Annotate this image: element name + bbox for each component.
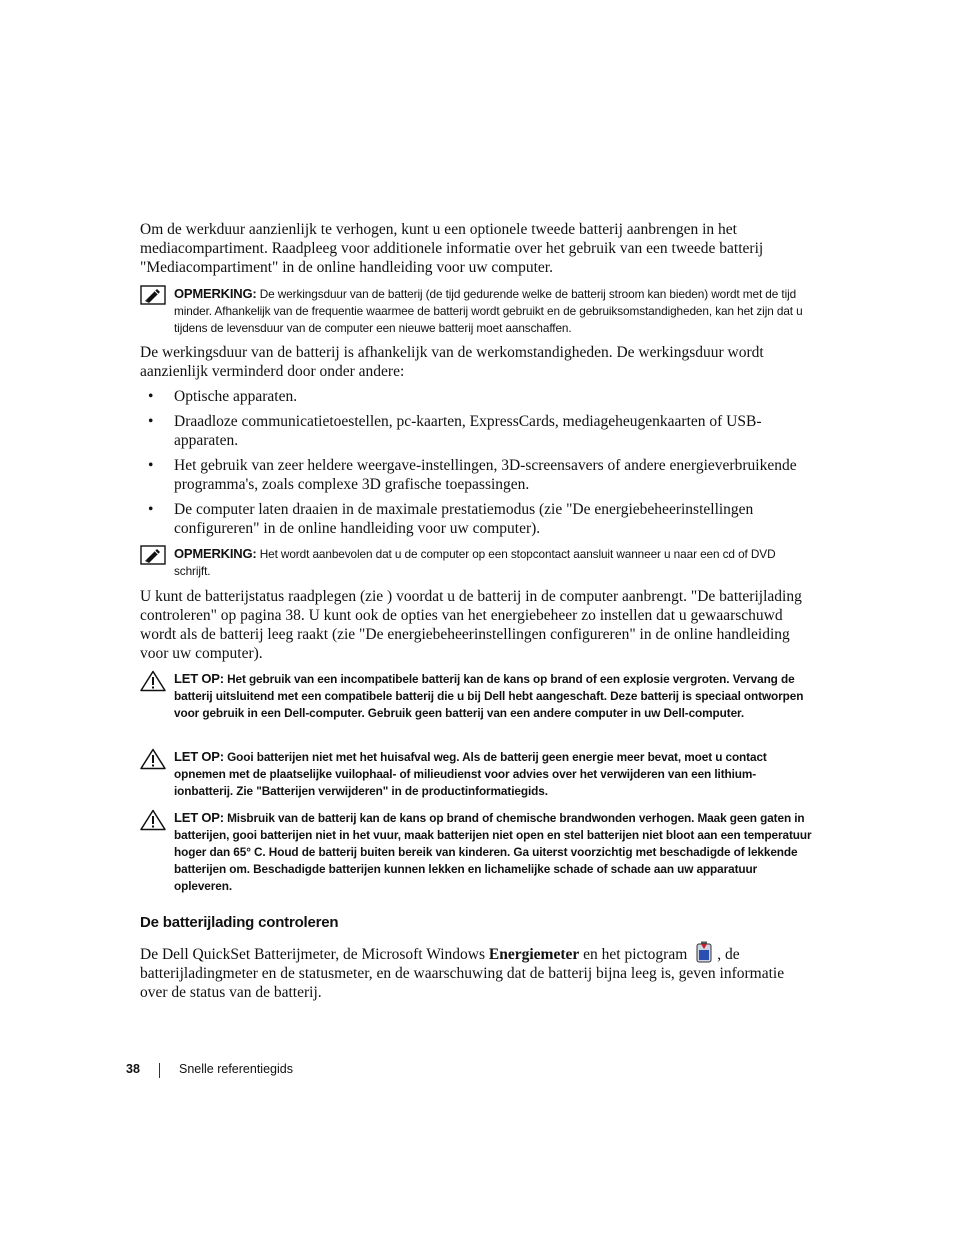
battery-status-paragraph: U kunt de batterijstatus raadplegen (zie ) voordat u de batterij in de computer aanbrengt. "De batterijlading controleren" op pagina 38. U kunt ook de opties van het energiebeheer zo instellen dat u gewaarschuwd wordt als de batterij leeg raakt (zie "De energiebeheerinstellingen configureren" in de online handleiding voor uw computer).: [140, 588, 802, 662]
note-text: Het wordt aanbevolen dat u de computer op een stopcontact aansluit wanneer u naar een cd of DVD schrijft.: [174, 547, 776, 578]
note-cd-dvd: [140, 545, 815, 580]
list-item: • Optische apparaten.: [148, 388, 298, 405]
caution-text: Misbruik van de batterij kan de kans op brand of chemische brandwonden verhogen. Maak geen gaten in batterijen, gooi batterijen niet in het vuur, maak batterijen niet open en stel batterijen niet bloot aan een temperatuur hoger dan 65° C. Houd de batterij buiten bereik van kinderen. Ga uiterst voorzichtig met beschadigde of lekkende batterijen om. Beschadigde batterijen kunnen lekken en lichamelijke schade of schade aan uw apparatuur opleveren.: [174, 811, 812, 893]
note-text: De werkingsduur van de batterij (de tijd gedurende welke de batterij stroom kan bieden) wordt met de tijd minder. Afhankelijk van de frequentie waarmee de batterij wordt gebruikt en de gebruiksomstandigheden, kan het zijn dat u tijdens de levensduur van de computer een nieuwe batterij moet aanschaffen.: [174, 287, 803, 335]
footer-title: Snelle referentiegids: [179, 1062, 293, 1076]
working-conditions-paragraph: De werkingsduur van de batterij is afhankelijk van de werkomstandigheden. De werkingsduur wordt aanzienlijk verminderd door onder andere:: [140, 344, 764, 380]
caution-misuse: [140, 809, 815, 895]
pencil-note-icon: [140, 285, 166, 305]
bullet: •: [148, 501, 154, 518]
warning-triangle-icon: [140, 809, 166, 831]
intro-paragraph: Om de werkduur aanzienlijk te verhogen, kunt u een optionele tweede batterij aanbrengen in het mediacompartiment. Raadpleeg voor additionele informatie over het gebruik van een tweede batterij "Mediacompartiment" in de online handleiding voor uw computer.: [140, 221, 764, 276]
bullet: •: [148, 457, 154, 474]
warning-triangle-icon: [140, 748, 166, 770]
caution-label: LET OP:: [174, 749, 224, 764]
page-footer: [126, 1062, 293, 1076]
list-item: • Het gebruik van zeer heldere weergave-instellingen, 3D-screensavers of andere energieverbruikende programma's, zoals complexe 3D grafische toepassingen.: [148, 457, 797, 493]
list-item: • Draadloze communicatietoestellen, pc-kaarten, ExpressCards, mediageheugenkaarten of USB-apparaten.: [148, 413, 762, 449]
note-battery-lifetime: [140, 285, 815, 337]
caution-disposal: [140, 748, 815, 800]
list-item: • De computer laten draaien in de maximale prestatiemodus (zie "De energiebeheerinstellingen configureren" in de online handleiding voor uw computer).: [148, 501, 754, 537]
warning-triangle-icon: [140, 670, 166, 692]
section-heading: De batterijlading controleren: [140, 914, 339, 931]
conditions-list: [140, 387, 812, 538]
bullet: •: [148, 413, 154, 430]
page-number: 38: [126, 1062, 140, 1076]
battery-icon: [695, 941, 713, 963]
caution-text: Het gebruik van een incompatibele batterij kan de kans op brand of een explosie vergroten. Vervang de batterij uitsluitend met een compatibele batterij die u bij Dell hebt aangeschaft. Deze batterij is speciaal ontworpen voor gebruik in een Dell-computer. Gebruik geen batterij van een andere computer in uw Dell-computer.: [174, 672, 804, 720]
note-label: OPMERKING:: [174, 286, 257, 301]
caution-incompatible-battery: [140, 670, 815, 722]
pencil-note-icon: [140, 545, 166, 565]
caution-label: LET OP:: [174, 671, 224, 686]
battery-meter-paragraph: De Dell QuickSet Batterijmeter, de Microsoft Windows Energiemeter en het pictogram , de batterijladingmeter en de statusmeter, en de waarschuwing dat de batterij bijna leeg is, geven informatie over de status van de batterij.: [140, 941, 812, 1002]
note-label: OPMERKING:: [174, 546, 257, 561]
bullet: •: [148, 388, 154, 405]
energy-meter-term: Energiemeter: [488, 946, 580, 963]
caution-text: Gooi batterijen niet met het huisafval weg. Als de batterij geen energie meer bevat, moet u contact opnemen met de plaatselijke vuilophaal- of milieudienst voor advies over het verwijderen van een lithium-ionbatterij. Zie "Batterijen verwijderen" in de productinformatiegids.: [174, 750, 767, 798]
caution-label: LET OP:: [174, 810, 224, 825]
footer-divider: [159, 1063, 160, 1078]
